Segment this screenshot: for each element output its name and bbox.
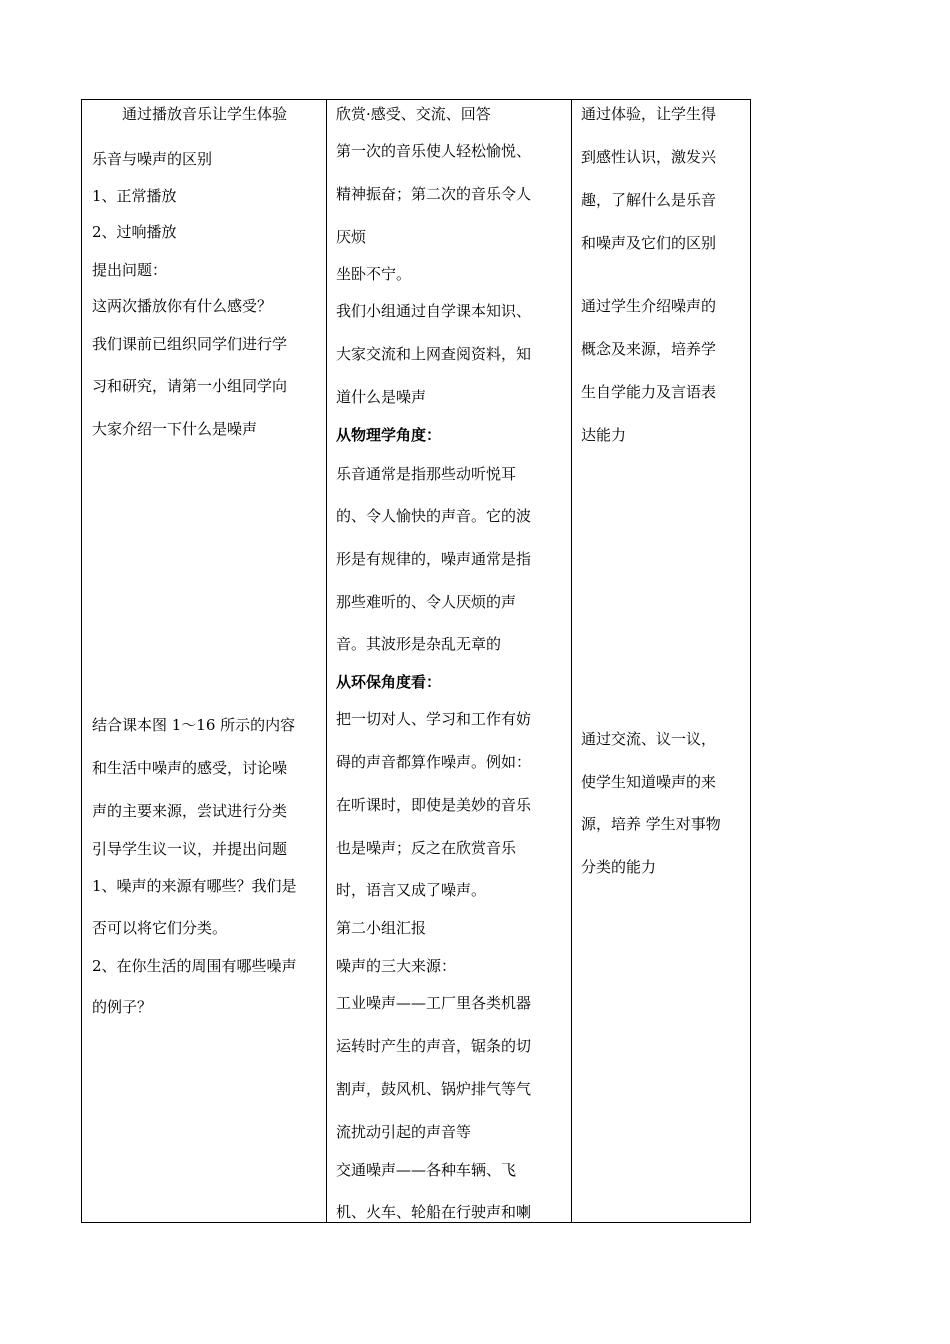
text-line: 大家交流和上网查阅资料，知 bbox=[336, 345, 532, 363]
text-line: 时，语言又成了噪声。 bbox=[336, 881, 487, 899]
text-line: 音。其波形是杂乱无章的 bbox=[336, 635, 502, 653]
text-line: 通过播放音乐让学生体验 bbox=[122, 105, 288, 123]
text-line: 在听课时，即使是美妙的音乐 bbox=[336, 796, 532, 814]
text-line: 第二小组汇报 bbox=[336, 919, 427, 937]
text-line: 坐卧不宁。 bbox=[336, 265, 412, 283]
lesson-plan-table bbox=[81, 99, 751, 1223]
text-line: 机、火车、轮船在行驶声和喇 bbox=[336, 1203, 532, 1221]
text-line: 厌烦 bbox=[336, 228, 367, 246]
text-line: 结合课本图 1～16 所示的内容 bbox=[92, 716, 296, 734]
text-line: 欣赏·感受、交流、回答 bbox=[336, 105, 491, 123]
text-line: 分类的能力 bbox=[581, 858, 657, 876]
text-line: 提出问题： bbox=[92, 261, 168, 279]
text-line: 达能力 bbox=[581, 426, 627, 444]
text-line: 那些难听的、令人厌烦的声 bbox=[336, 593, 517, 611]
text-line: 使学生知道噪声的来 bbox=[581, 773, 717, 791]
text-line: 道什么是噪声 bbox=[336, 388, 427, 406]
text-line: 这两次播放你有什么感受？ bbox=[92, 297, 273, 315]
text-line: 运转时产生的声音，锯条的切 bbox=[336, 1037, 532, 1055]
text-line: 大家介绍一下什么是噪声 bbox=[92, 420, 258, 438]
text-line: 通过体验，让学生得 bbox=[581, 105, 717, 123]
text-line: 我们小组通过自学课本知识、 bbox=[336, 302, 532, 320]
text-line: 习和研究，请第一小组同学向 bbox=[92, 377, 288, 395]
text-line: 割声，鼓风机、锅炉排气等气 bbox=[336, 1080, 532, 1098]
text-line: 碍的声音都算作噪声。例如： bbox=[336, 753, 532, 771]
text-line: 第一次的音乐使人轻松愉悦、 bbox=[336, 142, 532, 160]
text-line: 引导学生议一议，并提出问题 bbox=[92, 840, 288, 858]
text-line: 的、令人愉快的声音。它的波 bbox=[336, 507, 532, 525]
text-line: 2、在你生活的周围有哪些噪声 bbox=[92, 957, 297, 975]
text-line: 声的主要来源，尝试进行分类 bbox=[92, 802, 288, 820]
text-line: 和生活中噪声的感受，讨论噪 bbox=[92, 759, 288, 777]
text-line: 2、过响播放 bbox=[92, 223, 177, 241]
text-line: 把一切对人、学习和工作有妨 bbox=[336, 710, 532, 728]
text-line: 乐音通常是指那些动听悦耳 bbox=[336, 465, 517, 483]
text-line: 流扰动引起的声音等 bbox=[336, 1123, 472, 1141]
text-line: 噪声的三大来源： bbox=[336, 957, 457, 975]
text-line: 否可以将它们分类。 bbox=[92, 919, 228, 937]
section-heading: 从环保角度看： bbox=[336, 673, 442, 691]
text-line: 生自学能力及言语表 bbox=[581, 383, 717, 401]
text-line: 精神振奋；第二次的音乐令人 bbox=[336, 185, 532, 203]
text-line: 源，培养 学生对事物 bbox=[581, 815, 721, 833]
text-line: 趣，了解什么是乐音 bbox=[581, 191, 717, 209]
section-heading: 从物理学角度： bbox=[336, 426, 442, 444]
text-line: 乐音与噪声的区别 bbox=[92, 150, 213, 168]
text-line: 形是有规律的，噪声通常是指 bbox=[336, 550, 532, 568]
text-line: 通过学生介绍噪声的 bbox=[581, 297, 717, 315]
text-line: 交通噪声——各种车辆、飞 bbox=[336, 1161, 517, 1179]
text-line: 工业噪声——工厂里各类机器 bbox=[336, 994, 532, 1012]
text-line: 和噪声及它们的区别 bbox=[581, 234, 717, 252]
text-line: 1、噪声的来源有哪些？我们是 bbox=[92, 877, 297, 895]
column-divider bbox=[571, 100, 572, 1222]
column-divider bbox=[326, 100, 327, 1222]
text-line: 也是噪声；反之在欣赏音乐 bbox=[336, 839, 517, 857]
text-line: 概念及来源，培养学 bbox=[581, 340, 717, 358]
text-line: 的例子？ bbox=[92, 998, 153, 1016]
text-line: 通过交流、议一议， bbox=[581, 730, 717, 748]
text-line: 我们课前已组织同学们进行学 bbox=[92, 335, 288, 353]
text-line: 到感性认识，激发兴 bbox=[581, 148, 717, 166]
text-line: 1、正常播放 bbox=[92, 187, 177, 205]
